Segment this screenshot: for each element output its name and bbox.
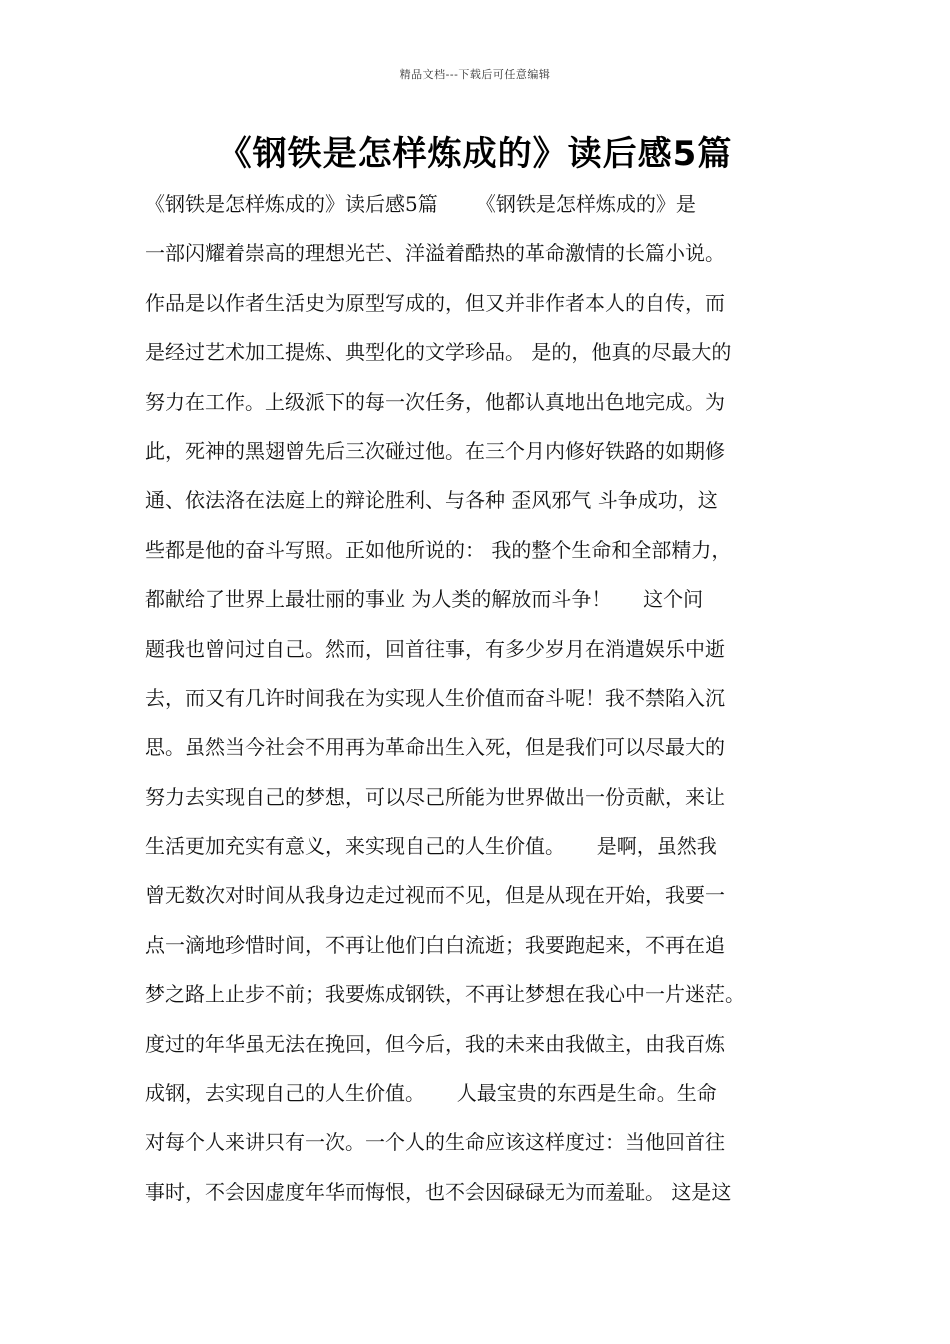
body-line-8: 些都是他的奋斗写照。正如他所说的： 我的整个生命和全部精力， bbox=[145, 537, 732, 562]
body-line-11: 去，而又有几许时间我在为实现人生价值而奋斗呢！我不禁陷入沉 bbox=[145, 685, 725, 710]
body-line-14: 生活更加充实有意义，来实现自己的人生价值。 是啊，虽然我 bbox=[145, 834, 717, 859]
body-line-1: 《钢铁是怎样炼成的》读后感5篇 《钢铁是怎样炼成的》是 bbox=[145, 192, 696, 216]
body-line-3: 作品是以作者生活史为原型写成的，但又并非作者本人的自传，而 bbox=[145, 290, 725, 315]
body-line-21: 事时，不会因虚度年华而悔恨，也不会因碌碌无为而羞耻。 这是这 bbox=[145, 1179, 732, 1204]
body-line-13: 努力去实现自己的梦想，可以尽己所能为世界做出一份贡献，来让 bbox=[145, 784, 725, 809]
body-line-5: 努力在工作。上级派下的每一次任务，他都认真地出色地完成。为 bbox=[145, 389, 725, 414]
body-line-6: 此，死神的黑翅曾先后三次碰过他。在三个月内修好铁路的如期修 bbox=[145, 438, 725, 463]
body-line-18: 度过的年华虽无法在挽回，但今后，我的未来由我做主，由我百炼 bbox=[145, 1031, 725, 1056]
body-line-12: 思。虽然当今社会不用再为革命出生入死，但是我们可以尽最大的 bbox=[145, 735, 725, 760]
document-body bbox=[145, 180, 810, 1217]
body-line-7: 通、依法洛在法庭上的辩论胜利、与各种 歪风邪气 斗争成功，这 bbox=[145, 488, 718, 513]
body-line-15: 曾无数次对时间从我身边走过视而不见，但是从现在开始，我要一 bbox=[145, 883, 725, 908]
document-title: 《钢铁是怎样炼成的》读后感5篇 bbox=[217, 134, 733, 174]
body-line-10: 题我也曾问过自己。然而，回首往事，有多少岁月在消遣娱乐中逝 bbox=[145, 636, 725, 661]
body-line-20: 对每个人来讲只有一次。一个人的生命应该这样度过：当他回首往 bbox=[145, 1130, 725, 1155]
body-line-17: 梦之路上止步不前；我要炼成钢铁，不再让梦想在我心中一片迷茫。 bbox=[145, 982, 745, 1007]
body-line-2: 一部闪耀着崇高的理想光芒、洋溢着酷热的革命激情的长篇小说。 bbox=[145, 241, 725, 266]
header-note: 精品文档---下载后可任意编辑 bbox=[399, 68, 551, 81]
body-line-16: 点一滴地珍惜时间，不再让他们白白流逝；我要跑起来，不再在追 bbox=[145, 932, 725, 957]
body-line-9: 都献给了世界上最壮丽的事业 为人类的解放而斗争！ 这个问 bbox=[145, 587, 704, 612]
body-line-19: 成钢，去实现自己的人生价值。 人最宝贵的东西是生命。生命 bbox=[145, 1081, 717, 1106]
body-line-4: 是经过艺术加工提炼、典型化的文学珍品。 是的，他真的尽最大的 bbox=[145, 340, 732, 365]
